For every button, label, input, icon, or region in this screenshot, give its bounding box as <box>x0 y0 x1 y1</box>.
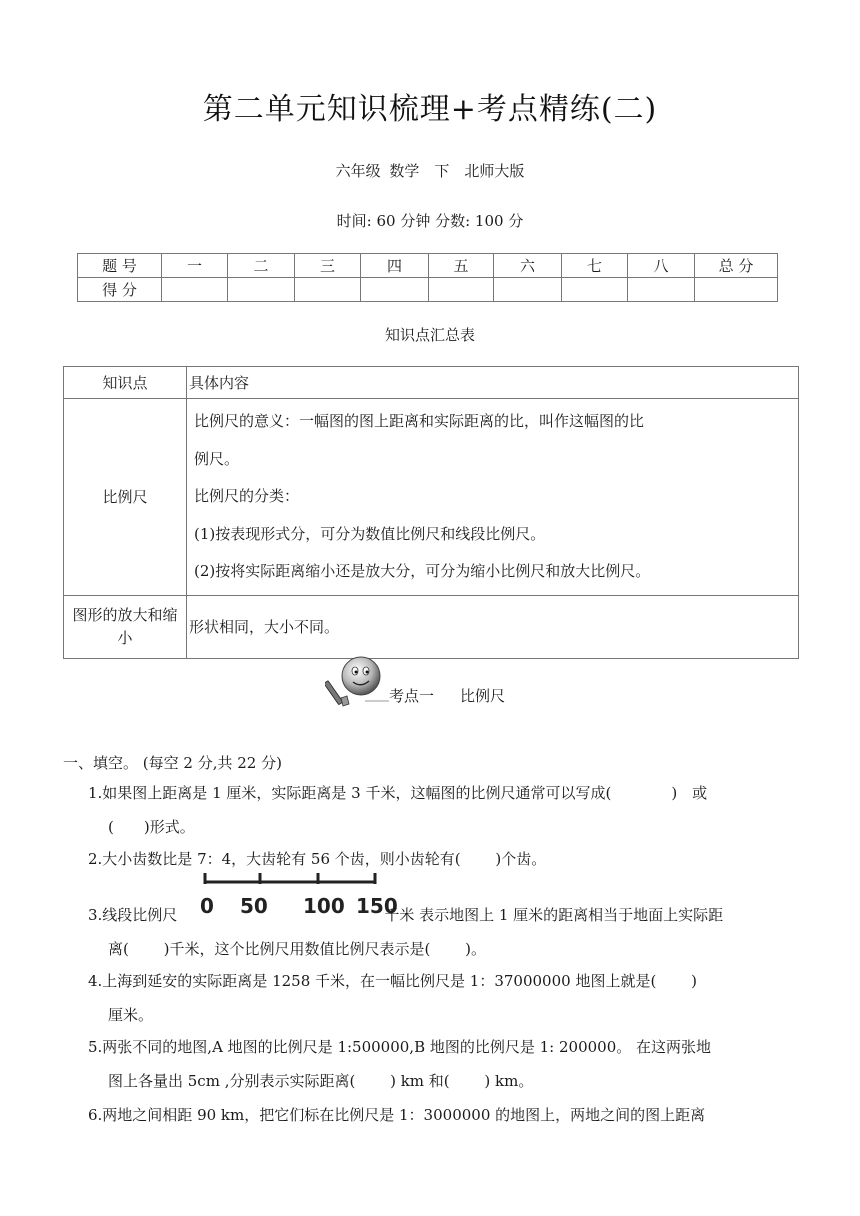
score-label: 得 分 <box>78 278 162 302</box>
question-line: 1.如果图上距离是 1 厘米，实际距离是 3 千米，这幅图的比例尺通常可以写成( ) 或 <box>88 784 708 802</box>
score-column-total: 总 分 <box>695 254 778 278</box>
score-cell[interactable] <box>162 278 228 302</box>
question-line: 离( )千米，这个比例尺用数值比例尺表示是( )。 <box>108 940 486 958</box>
score-cell-total[interactable] <box>695 278 778 302</box>
question-number-label: 题 号 <box>78 254 162 278</box>
knowledge-row-scale <box>64 399 799 596</box>
header-content: 具体内容 <box>187 367 799 399</box>
content-line: 比例尺的分类： <box>194 487 300 505</box>
score-column-2: 二 <box>228 254 295 278</box>
score-column-5: 五 <box>429 254 494 278</box>
score-cell[interactable] <box>295 278 361 302</box>
scale-bar-ruler <box>200 868 380 890</box>
score-column-1: 一 <box>162 254 228 278</box>
content-line: 比例尺的意义：一幅图的图上距离和实际距离的比，叫作这幅图的比 <box>194 412 645 430</box>
knowledge-content-scale <box>187 399 799 596</box>
scale-label-50: 50 <box>240 894 268 918</box>
question-3 <box>88 898 798 966</box>
knowledge-point-line: 小 <box>117 628 133 647</box>
question-line: ( )形式。 <box>108 818 195 836</box>
badge-topic: 比例尺 <box>460 687 506 705</box>
content-line: (1)按表现形式分，可分为数值比例尺和线段比例尺。 <box>194 524 546 543</box>
score-column-8: 八 <box>628 254 695 278</box>
question-2 <box>88 842 798 876</box>
time-and-score-info: 时间: 60 分钟 分数: 100 分 <box>336 212 524 230</box>
header-knowledge-point: 知识点 <box>64 367 187 399</box>
score-column-6: 六 <box>494 254 562 278</box>
part-one-heading: 一、填空。 (每空 2 分,共 22 分) <box>63 754 282 772</box>
question-line <box>88 898 798 932</box>
question-3-suffix: 千米 表示地图上 1 厘米的距离相当于地面上实际距 <box>384 906 724 924</box>
section-badge <box>325 652 565 712</box>
scale-label-0: 0 <box>200 894 214 918</box>
knowledge-content-enlarge-shrink: 形状相同，大小不同。 <box>187 595 799 658</box>
knowledge-table-header <box>64 367 799 399</box>
score-cell[interactable] <box>429 278 494 302</box>
score-cell[interactable] <box>361 278 429 302</box>
question-line: 5.两张不同的地图,A 地图的比例尺是 1:500000,B 地图的比例尺是 1: 200000。 在这两张地 <box>88 1038 712 1056</box>
question-1 <box>88 776 798 844</box>
scale-label-100: 100 <box>303 894 345 918</box>
knowledge-point-scale: 比例尺 <box>64 399 187 596</box>
score-cell[interactable] <box>228 278 295 302</box>
content-line: (2)按将实际距离缩小还是放大分，可分为缩小比例尺和放大比例尺。 <box>194 562 651 580</box>
knowledge-point-line: 图形的放大和缩 <box>72 605 178 624</box>
question-4 <box>88 964 798 1032</box>
badge-label: 考点一 <box>389 687 435 705</box>
knowledge-point-enlarge-shrink <box>64 595 187 658</box>
score-table-header-row <box>78 254 778 278</box>
score-table <box>77 253 778 302</box>
question-line: 2.大小齿数比是 7：4，大齿轮有 56 个齿，则小齿轮有( )个齿。 <box>88 850 547 868</box>
question-line: 厘米。 <box>108 1006 154 1024</box>
score-cell[interactable] <box>562 278 628 302</box>
page-subtitle: 六年级 数学 下 北师大版 <box>335 162 525 180</box>
question-6 <box>88 1098 798 1132</box>
question-line: 6.两地之间相距 90 km，把它们标在比例尺是 1：3000000 的地图上，两地之间的图上距离 <box>88 1106 706 1124</box>
question-5 <box>88 1030 798 1098</box>
badge-text <box>389 685 505 706</box>
scale-label-150: 150 <box>356 894 398 918</box>
score-table-score-row <box>78 278 778 302</box>
question-3-prefix: 3.线段比例尺 <box>88 906 178 924</box>
score-cell[interactable] <box>494 278 562 302</box>
page-title: 第二单元知识梳理+考点精练(二) <box>202 92 658 127</box>
score-column-4: 四 <box>361 254 429 278</box>
summary-table-title: 知识点汇总表 <box>384 326 475 344</box>
knowledge-summary-table <box>63 366 799 659</box>
score-column-3: 三 <box>295 254 361 278</box>
question-line: 图上各量出 5cm ,分别表示实际距离( ) km 和( ) km。 <box>108 1072 534 1090</box>
knowledge-row-enlarge-shrink <box>64 595 799 658</box>
mascot-pencil-icon <box>325 652 389 710</box>
score-column-7: 七 <box>562 254 628 278</box>
score-cell[interactable] <box>628 278 695 302</box>
content-line: 例尺。 <box>194 449 240 468</box>
question-line: 4.上海到延安的实际距离是 1258 千米，在一幅比例尺是 1：37000000 地图上就是( ) <box>88 972 697 990</box>
